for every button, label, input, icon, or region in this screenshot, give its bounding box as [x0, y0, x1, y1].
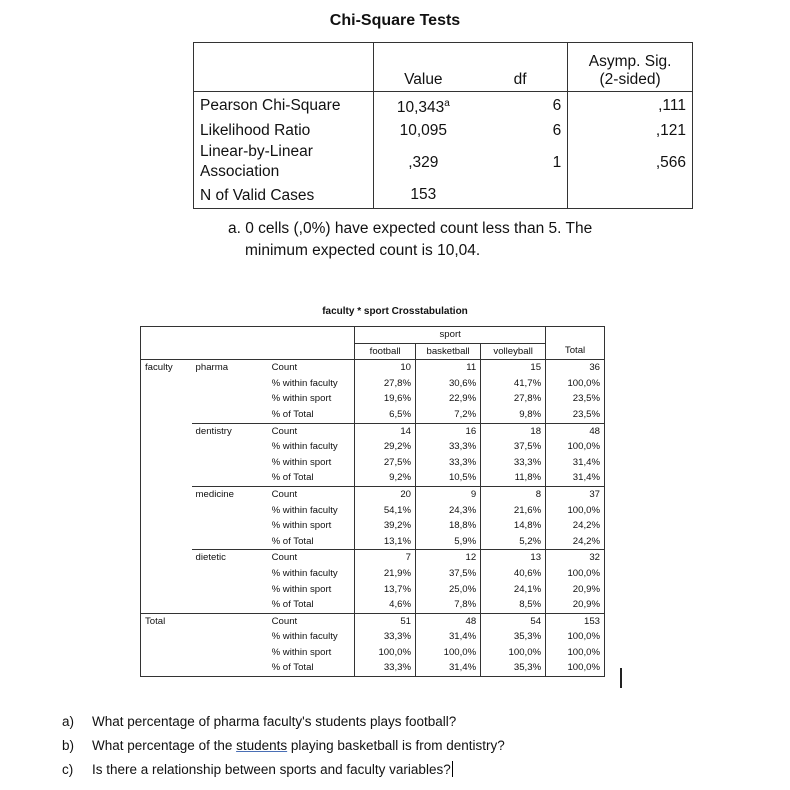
total-cell: 24,2% [546, 534, 605, 550]
faculty-label: faculty [141, 360, 192, 614]
statistic-label: % within faculty [271, 631, 338, 643]
value-cell: 10 [355, 360, 416, 376]
value-cell: 48 [416, 613, 481, 629]
row-value: 10,095 [399, 122, 448, 140]
statistic-label: % within sport [271, 583, 332, 595]
statistic-label: % of Total [268, 660, 355, 676]
statistic-label: % of Total [271, 408, 314, 420]
underlined-word: students [236, 738, 288, 753]
value-cell: 31,4% [416, 660, 481, 676]
row-label: N of Valid Cases [194, 182, 374, 209]
value-cell: 7 [355, 550, 416, 566]
statistic-label: % within faculty [271, 567, 338, 579]
statistic-label: Count [268, 550, 355, 566]
value-cell: 14 [355, 423, 416, 439]
value-cell: 33,3% [416, 439, 481, 455]
value-cell: 37,5% [416, 566, 481, 582]
value-cell: 24,3% [416, 503, 481, 519]
text-caret [452, 761, 453, 777]
total-cell: 31,4% [546, 455, 605, 471]
statistic-label: % within sport [271, 646, 332, 658]
row-label-line1: Linear-by-Linear [200, 143, 313, 161]
row-label-line2: Association [200, 163, 280, 181]
value-cell: 29,2% [355, 439, 416, 455]
value-cell: 13,1% [355, 534, 416, 550]
total-cell: 20,9% [546, 582, 605, 598]
column-header: football [355, 343, 416, 360]
question-c [62, 758, 505, 782]
faculty-group-label: pharma [192, 360, 268, 423]
value-cell: 41,7% [481, 376, 546, 392]
value-cell: 11 [416, 360, 481, 376]
total-cell: 23,5% [546, 391, 605, 407]
statistic-label: % within faculty [271, 377, 338, 389]
value-cell: 35,3% [481, 660, 546, 676]
value-cell: 7,2% [416, 407, 481, 423]
value-cell: 40,6% [481, 566, 546, 582]
row-label [194, 142, 374, 182]
statistic-label: % within sport [271, 520, 332, 532]
value-cell: 100,0% [481, 645, 546, 661]
value-cell: 5,2% [481, 534, 546, 550]
row-value-number: 10,343 [396, 99, 445, 117]
value-cell: 27,5% [355, 455, 416, 471]
value-cell: 27,8% [481, 391, 546, 407]
sig-header [568, 43, 693, 92]
value-cell: 35,3% [481, 629, 546, 645]
question-label: a) [62, 714, 75, 729]
total-cell: 48 [546, 423, 605, 439]
value-cell: 10,5% [416, 470, 481, 486]
question-text [92, 734, 505, 758]
statistic-label: % of Total [271, 535, 314, 547]
chi-square-title: Chi-Square Tests [329, 12, 461, 29]
value-header: Value [373, 43, 473, 92]
value-cell: 25,0% [416, 582, 481, 598]
question-c-text: Is there a relationship between sports and faculty variables? [92, 762, 451, 777]
text-cursor-mark [620, 668, 622, 688]
value-cell: 33,3% [355, 660, 416, 676]
table-row [141, 360, 605, 376]
value-cell: 33,3% [355, 629, 416, 645]
value-cell: 51 [355, 613, 416, 629]
value-cell: 33,3% [416, 455, 481, 471]
value-cell: 19,6% [355, 391, 416, 407]
value-cell: 33,3% [481, 455, 546, 471]
row-value [373, 92, 473, 120]
value-cell: 39,2% [355, 518, 416, 534]
value-cell: 8 [481, 486, 546, 502]
value-cell: 18,8% [416, 518, 481, 534]
value-cell: 100,0% [416, 645, 481, 661]
row-sig: ,121 [568, 119, 693, 142]
total-row-label: Total [141, 613, 268, 676]
empty-cell [473, 182, 568, 209]
value-cell: 4,6% [355, 597, 416, 613]
statistic-label: % of Total [271, 599, 314, 611]
question-b-post: playing basketball is from dentistry? [287, 738, 505, 753]
total-cell: 100,0% [546, 503, 605, 519]
crosstab-corner [141, 327, 355, 360]
questions [62, 710, 505, 782]
statistic-label: % within faculty [271, 504, 338, 516]
statistic-label: % within faculty [271, 441, 338, 453]
column-header: volleyball [481, 343, 546, 360]
value-cell: 54 [481, 613, 546, 629]
value-cell: 21,9% [355, 566, 416, 582]
empty-header-cell [194, 43, 374, 92]
row-value: 153 [373, 182, 473, 209]
faculty-group-label: dietetic [192, 550, 268, 613]
value-cell: 100,0% [355, 645, 416, 661]
total-cell: 100,0% [546, 376, 605, 392]
value-cell: 13,7% [355, 582, 416, 598]
row-value: ,329 [408, 153, 439, 171]
value-cell: 9,8% [481, 407, 546, 423]
row-label: Likelihood Ratio [194, 119, 374, 142]
table-row [141, 423, 605, 439]
total-cell: 32 [546, 550, 605, 566]
value-cell: 12 [416, 550, 481, 566]
footnote-superscript: a [444, 98, 450, 109]
table-row [141, 613, 605, 629]
row-df: 6 [473, 92, 568, 120]
sig-header-line1: Asymp. Sig. [588, 53, 672, 70]
total-header: Total [546, 343, 605, 360]
faculty-group-label: medicine [192, 486, 268, 549]
statistic-label: % of Total [271, 472, 314, 484]
value-cell: 21,6% [481, 503, 546, 519]
total-cell: 20,9% [546, 597, 605, 613]
value-cell: 18 [481, 423, 546, 439]
row-label: Pearson Chi-Square [194, 92, 374, 120]
row-sig: ,111 [568, 92, 693, 120]
value-cell: 37,5% [481, 439, 546, 455]
total-cell: 100,0% [546, 645, 605, 661]
value-cell: 9 [416, 486, 481, 502]
value-cell: 27,8% [355, 376, 416, 392]
question-label: b) [62, 738, 75, 753]
row-df: 1 [473, 142, 568, 182]
value-cell: 9,2% [355, 470, 416, 486]
total-cell: 100,0% [546, 566, 605, 582]
statistic-label: % within sport [271, 456, 332, 468]
footnote [228, 218, 668, 262]
value-cell: 22,9% [416, 391, 481, 407]
question-b-pre: What percentage of the [92, 738, 237, 753]
question-text: What percentage of pharma faculty's students plays football? [92, 714, 457, 729]
table-row [141, 486, 605, 502]
value-cell: 30,6% [416, 376, 481, 392]
statistic-label: Count [268, 486, 355, 502]
total-cell: 24,2% [546, 518, 605, 534]
faculty-group-label: dentistry [192, 423, 268, 486]
statistic-label: % within sport [271, 393, 332, 405]
total-cell: 100,0% [546, 660, 605, 676]
footnote-line2: minimum expected count is 10,04. [245, 242, 481, 259]
statistic-label: Count [268, 360, 355, 376]
question-b [62, 734, 505, 758]
empty-cell [568, 182, 693, 209]
value-cell: 6,5% [355, 407, 416, 423]
footnote-marker: a. [228, 220, 241, 237]
question-label: c) [62, 762, 74, 777]
chi-square-table [193, 42, 693, 209]
value-cell: 5,9% [416, 534, 481, 550]
sport-header: sport [355, 327, 546, 344]
question-a [62, 710, 505, 734]
value-cell: 7,8% [416, 597, 481, 613]
row-df: 6 [473, 119, 568, 142]
value-cell: 16 [416, 423, 481, 439]
total-cell: 23,5% [546, 407, 605, 423]
empty-header-cell [546, 327, 605, 344]
value-cell: 54,1% [355, 503, 416, 519]
footnote-line1: 0 cells (,0%) have expected count less than 5. The [245, 220, 593, 237]
question-text[interactable] [92, 758, 453, 782]
total-cell: 100,0% [546, 439, 605, 455]
value-cell: 15 [481, 360, 546, 376]
total-cell: 31,4% [546, 470, 605, 486]
total-cell: 36 [546, 360, 605, 376]
crosstab-title: faculty * sport Crosstabulation [322, 306, 468, 317]
value-cell: 11,8% [481, 470, 546, 486]
value-cell: 14,8% [481, 518, 546, 534]
value-cell: 8,5% [481, 597, 546, 613]
value-cell: 24,1% [481, 582, 546, 598]
total-cell: 100,0% [546, 629, 605, 645]
statistic-label: Count [268, 423, 355, 439]
table-row [141, 550, 605, 566]
crosstab-table [140, 326, 605, 677]
sig-header-line2: (2-sided) [599, 71, 661, 88]
value-cell: 31,4% [416, 629, 481, 645]
value-cell: 20 [355, 486, 416, 502]
total-cell: 153 [546, 613, 605, 629]
statistic-label: Count [268, 613, 355, 629]
row-sig: ,566 [568, 142, 693, 182]
value-cell: 13 [481, 550, 546, 566]
df-header: df [473, 43, 568, 92]
column-header: basketball [416, 343, 481, 360]
total-cell: 37 [546, 486, 605, 502]
